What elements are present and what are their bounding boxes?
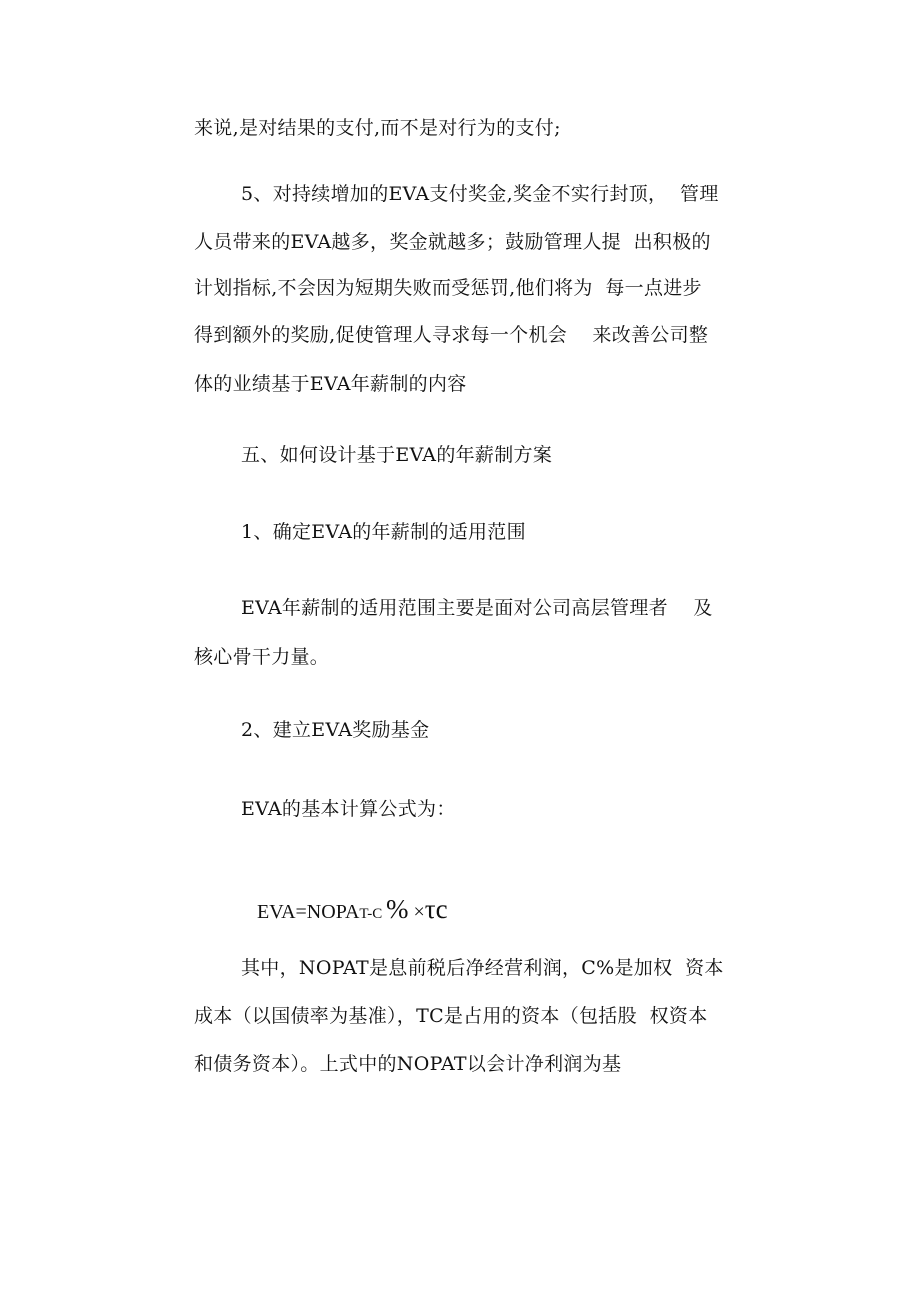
text-line: 核心骨干力量。	[194, 646, 330, 668]
text-line: 成本（以国债率为基准），TC是占用的资本（包括股 权资本	[194, 1005, 708, 1027]
text-line: 得到额外的奖励,促使管理人寻求每一个机会 来改善公司整	[194, 324, 709, 346]
subsection-heading: 1、确定EVA的年薪制的适用范围	[241, 521, 526, 543]
subsection-heading: 2、建立EVA奖励基金	[241, 719, 430, 741]
formula-part: %	[385, 894, 409, 924]
text-line: 计划指标,不会因为短期失败而受惩罚,他们将为 每一点进步	[194, 277, 702, 299]
text-line: 和债务资本）。上式中的NOPAT以会计净利润为基	[194, 1053, 622, 1075]
text-line: 来说,是对结果的支付,而不是对行为的支付;	[194, 117, 561, 139]
text-line: EVA的基本计算公式为：	[241, 798, 456, 820]
eva-formula	[241, 876, 448, 943]
text-line: 5、对持续增加的EVA支付奖金,奖金不实行封顶， 管理	[241, 183, 719, 205]
formula-part: T-C	[359, 906, 386, 922]
formula-part: EVA=NOPA	[257, 901, 360, 923]
text-line: 人员带来的EVA越多，奖金就越多；鼓励管理人提 出积极的	[194, 231, 711, 253]
formula-part: ×	[408, 901, 425, 923]
formula-part: τc	[424, 894, 448, 924]
text-line: 体的业绩基于EVA年薪制的内容	[194, 373, 467, 395]
text-line: 其中，NOPAT是息前税后净经营利润，C%是加权 资本	[241, 957, 724, 979]
section-heading: 五、如何设计基于EVA的年薪制方案	[241, 444, 553, 466]
text-line: EVA年薪制的适用范围主要是面对公司高层管理者 及	[241, 597, 713, 619]
